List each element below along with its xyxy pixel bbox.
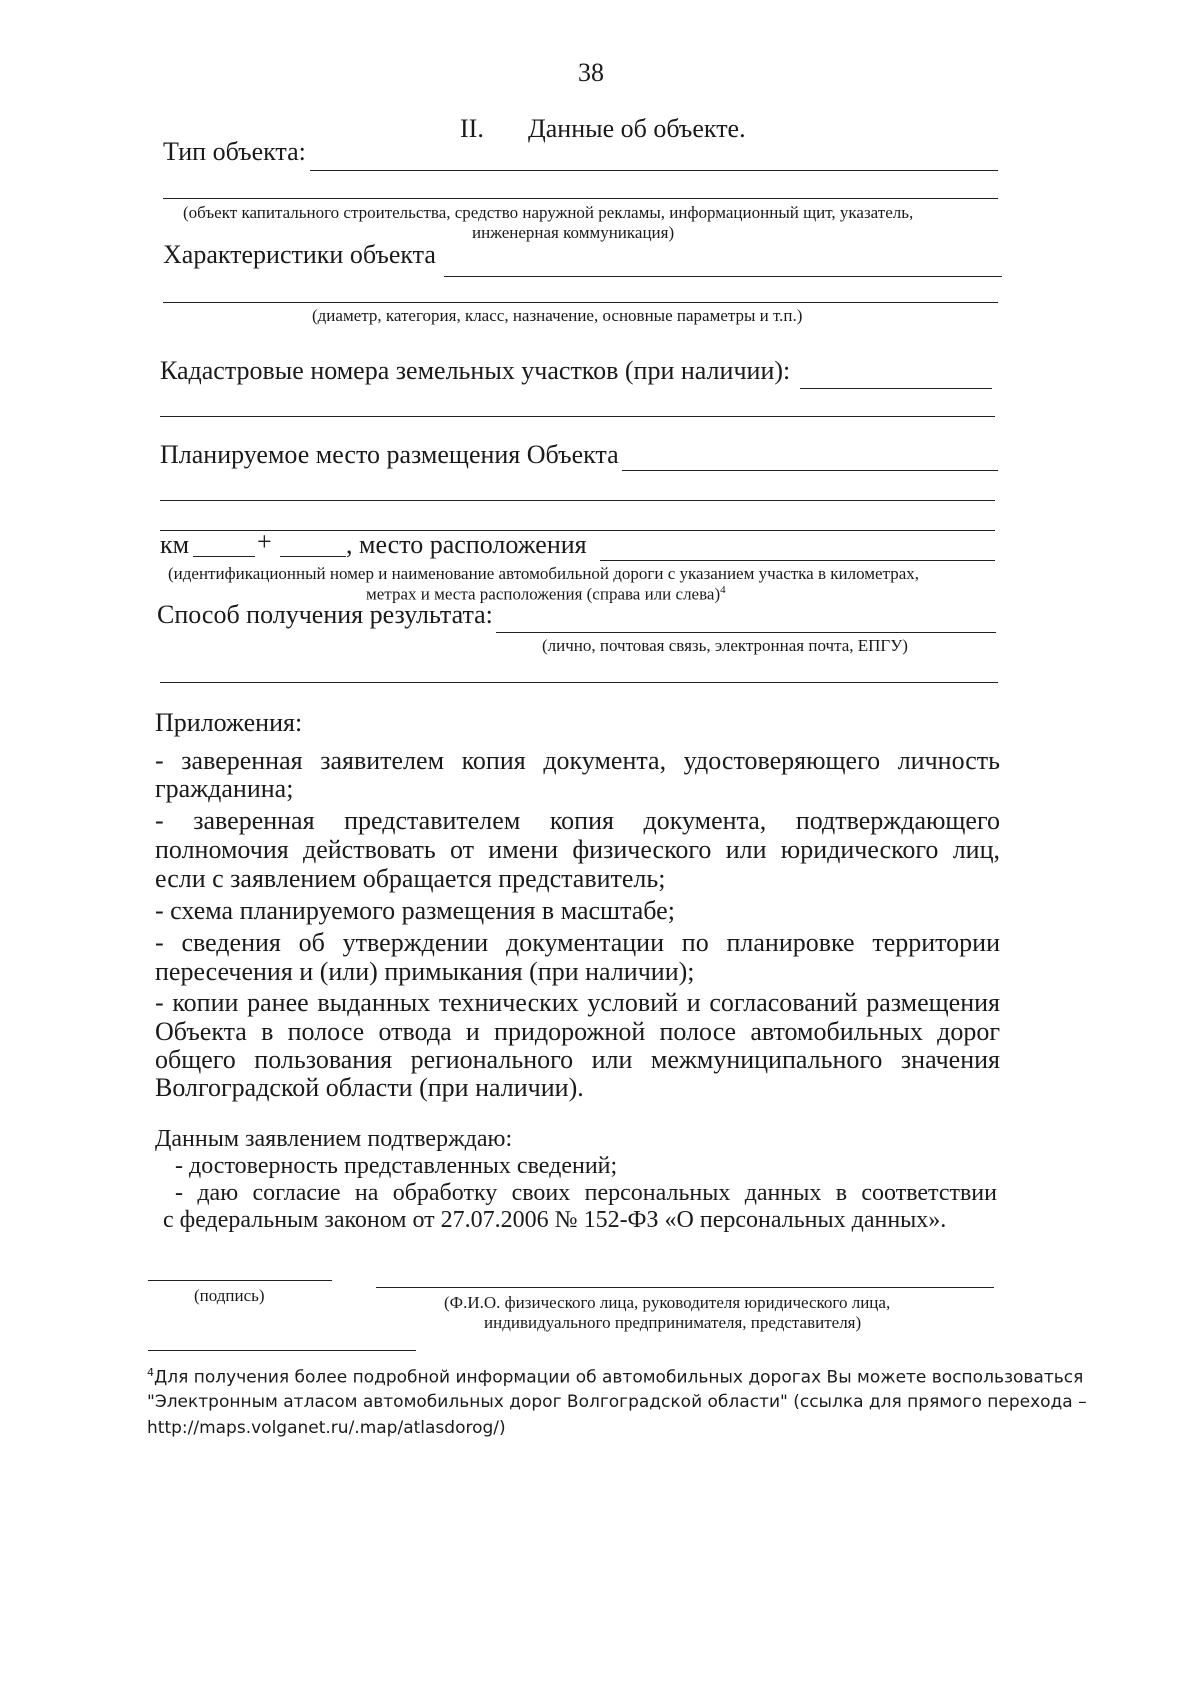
confirmation-item-cont: с федеральным законом от 27.07.2006 № 152-ФЗ «О персональных данных».: [163, 1207, 947, 1233]
footnote-text-2: "Электронным атласом автомобильных дорог Волгоградской области" (ссылка для прямого перехода –: [147, 1392, 1087, 1412]
characteristics-label: Характеристики объекта: [163, 240, 436, 269]
attachment-item: Объекта в полосе отвода и придорожной полосе автомобильных дорог: [155, 1017, 1000, 1046]
placement-label: Планируемое место размещения Объекта: [160, 440, 619, 469]
confirmation-item: - достоверность представленных сведений;: [175, 1153, 618, 1179]
cadastral-field[interactable]: [800, 388, 992, 389]
attachment-item: - схема планируемого размещения в масштабе;: [155, 896, 675, 925]
attachment-item: - копии ранее выданных технических условий и согласований размещения: [155, 988, 1000, 1017]
object-type-field[interactable]: [310, 170, 998, 171]
attachments-title: Приложения:: [155, 708, 303, 737]
location-label: , место расположения: [346, 530, 587, 559]
cadastral-field-line2[interactable]: [160, 416, 995, 417]
confirmation-item: - даю согласие на обработку своих персональных данных в соответствии: [175, 1180, 997, 1206]
section-title: Данные об объекте.: [528, 114, 746, 143]
km-hint-2: метрах и места расположения (справа или слева)$^4$: [366, 584, 726, 604]
section-number: II.: [460, 114, 484, 143]
characteristics-field-line2[interactable]: [163, 302, 998, 303]
location-field[interactable]: [600, 560, 995, 561]
signature-hint: (подпись): [194, 1286, 265, 1305]
result-method-field[interactable]: [496, 632, 996, 633]
km-field[interactable]: [193, 556, 255, 557]
signature-field[interactable]: [148, 1280, 332, 1281]
attachment-item: - заверенная представителем копия документа, подтверждающего: [155, 806, 1000, 835]
object-type-hint-2: инженерная коммуникация): [472, 223, 675, 242]
cadastral-label: Кадастровые номера земельных участков (при наличии):: [160, 356, 791, 385]
attachment-item: пересечения и (или) примыкания (при наличии);: [155, 957, 695, 986]
full-name-hint: (Ф.И.О. физического лица, руководителя юридического лица,: [444, 1293, 891, 1312]
footnote-text: $^4$Для получения более подробной информации об автомобильных дорогах Вы можете воспользоваться: [147, 1366, 1084, 1388]
page-number: 38: [578, 58, 604, 87]
characteristics-hint: (диаметр, категория, класс, назначение, основные параметры и т.п.): [312, 306, 803, 325]
attachment-item: - заверенная заявителем копия документа, удостоверяющего личность: [155, 746, 1000, 775]
footnote-ref: 4: [720, 584, 726, 596]
result-method-hint: (лично, почтовая связь, электронная почта, ЕПГУ): [542, 636, 908, 655]
object-type-hint: (объект капитального строительства, средство наружной рекламы, информационный щит, указатель,: [183, 203, 914, 222]
meters-field[interactable]: [280, 556, 346, 557]
km-plus: +: [257, 527, 272, 556]
result-method-label: Способ получения результата:: [157, 600, 493, 629]
attachment-item: гражданина;: [155, 774, 294, 803]
km-label: км: [160, 530, 190, 559]
footnote-number: 4: [147, 1366, 154, 1379]
full-name-field[interactable]: [376, 1287, 994, 1288]
attachment-item: если с заявлением обращается представитель;: [155, 864, 666, 893]
confirmation-title: Данным заявлением подтверждаю:: [155, 1126, 513, 1152]
full-name-hint-2: индивидуального предпринимателя, представителя): [484, 1313, 862, 1332]
km-hint: (идентификационный номер и наименование автомобильной дороги с указанием участка в километрах,: [168, 564, 919, 583]
object-type-field-line2[interactable]: [163, 198, 998, 199]
result-method-field-line2[interactable]: [160, 682, 998, 683]
object-type-label: Тип объекта:: [163, 137, 306, 166]
attachment-item: - сведения об утверждении документации по планировке территории: [155, 928, 1000, 957]
placement-field[interactable]: [622, 470, 998, 471]
placement-field-line2[interactable]: [160, 500, 995, 501]
attachment-item: общего пользования регионального или межмуниципального значения: [155, 1045, 1000, 1074]
attachment-item: полномочия действовать от имени физического или юридического лиц,: [155, 835, 1000, 864]
footnote-separator: [148, 1350, 416, 1351]
footnote-link[interactable]: http://maps.volganet.ru/.map/atlasdorog/): [147, 1418, 506, 1438]
characteristics-field[interactable]: [444, 276, 1002, 277]
attachment-item: Волгоградской области (при наличии).: [155, 1073, 584, 1102]
